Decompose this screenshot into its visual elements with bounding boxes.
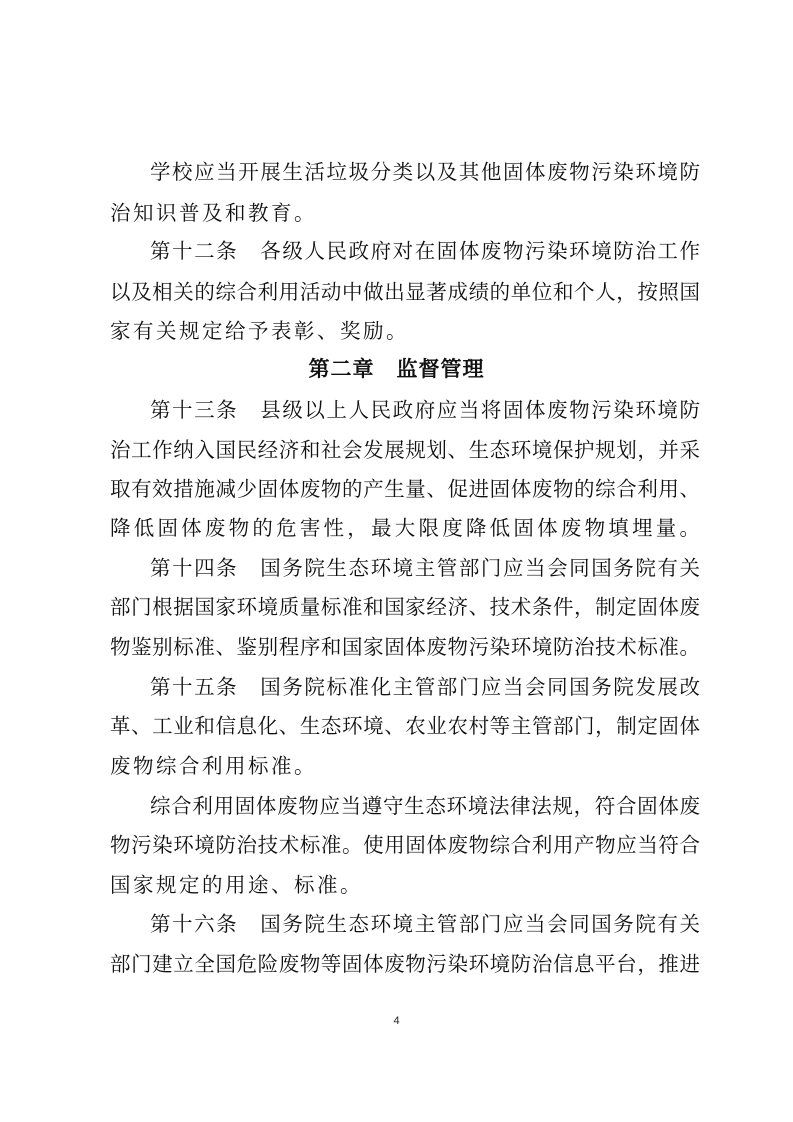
article-13-line: 第十三条 县级以上人民政府应当将固体废物污染环境防 bbox=[150, 398, 700, 422]
paragraph-line: 以及相关的综合利用活动中做出显著成绩的单位和个人，按照国 bbox=[110, 280, 700, 304]
paragraph-line: 综合利用固体废物应当遵守生态环境法律法规，符合固体废 bbox=[150, 794, 700, 818]
paragraph-line: 物污染环境防治技术标准。使用固体废物综合利用产物应当符合 bbox=[110, 833, 700, 857]
paragraph-line: 物鉴别标准、鉴别程序和国家固体废物污染环境防治技术标准。 bbox=[110, 635, 700, 659]
page-number: 4 bbox=[393, 1015, 400, 1027]
chapter-heading: 第二章 监督管理 bbox=[308, 357, 485, 381]
paragraph-line: 取有效措施减少固体废物的产生量、促进固体废物的综合利用、 bbox=[110, 477, 700, 501]
paragraph-line: 治知识普及和教育。 bbox=[110, 201, 317, 225]
paragraph-line: 部门根据国家环境质量标准和国家经济、技术条件，制定固体废 bbox=[110, 595, 700, 619]
paragraph-line: 国家规定的用途、标准。 bbox=[110, 873, 363, 897]
article-16-line: 第十六条 国务院生态环境主管部门应当会同国务院有关 bbox=[150, 912, 700, 936]
article-12-line: 第十二条 各级人民政府对在固体废物污染环境防治工作 bbox=[150, 239, 700, 263]
paragraph-line: 革、工业和信息化、生态环境、农业农村等主管部门，制定固体 bbox=[110, 714, 700, 738]
article-14-line: 第十四条 国务院生态环境主管部门应当会同国务院有关 bbox=[150, 556, 700, 580]
paragraph-line: 降低固体废物的危害性，最大限度降低固体废物填埋量。 bbox=[110, 516, 700, 540]
paragraph-line: 学校应当开展生活垃圾分类以及其他固体废物污染环境防 bbox=[150, 160, 700, 184]
paragraph-line: 部门建立全国危险废物等固体废物污染环境防治信息平台，推进 bbox=[110, 952, 700, 976]
paragraph-line: 治工作纳入国民经济和社会发展规划、生态环境保护规划，并采 bbox=[110, 438, 700, 462]
paragraph-line: 家有关规定给予表彰、奖励。 bbox=[110, 319, 409, 343]
paragraph-line: 废物综合利用标准。 bbox=[110, 754, 317, 778]
article-15-line: 第十五条 国务院标准化主管部门应当会同国务院发展改 bbox=[150, 675, 700, 699]
